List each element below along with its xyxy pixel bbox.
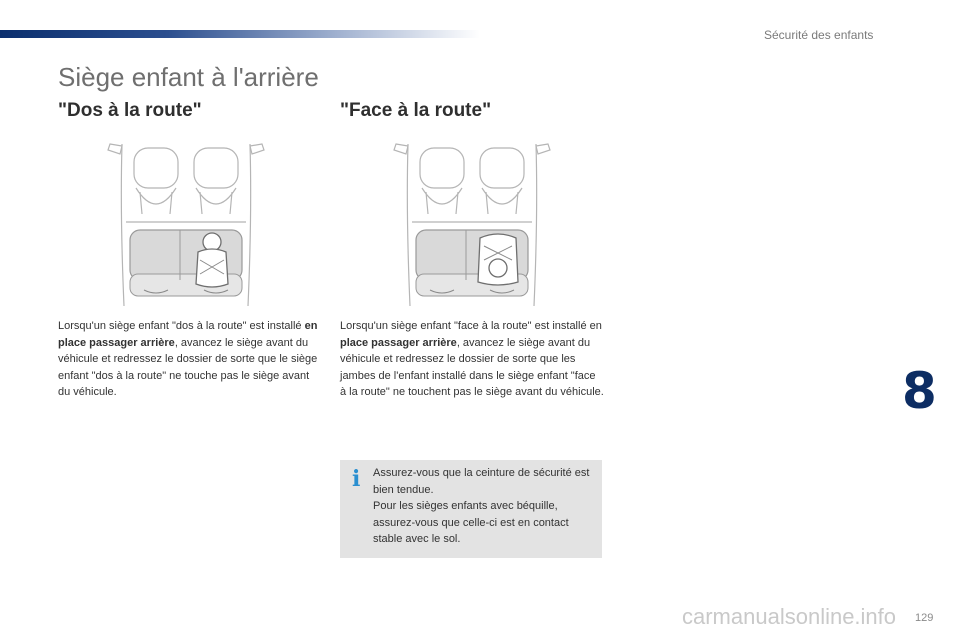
heading-forward-facing: "Face à la route"	[340, 100, 492, 121]
info-icon: i	[352, 466, 361, 492]
forward-facing-seat-illustration	[386, 134, 558, 310]
section-title: Sécurité des enfants	[764, 28, 874, 42]
info-box	[340, 460, 602, 558]
forward-facing-paragraph: Lorsqu'un siège enfant "face à la route" est installé en place passager arrière, avancez le siège avant du véhicule et redressez le dossier de sorte que les jambes de l'enfant installé dans le siège enfant "face à la route" ne touchent pas le siège avant du véhicule.	[340, 320, 604, 398]
watermark: carmanualsonline.info	[682, 604, 897, 629]
page-title: Siège enfant à l'arrière	[58, 62, 319, 92]
info-line-belt: Assurez-vous que la ceinture de sécurité est bien tendue.	[373, 467, 590, 496]
chapter-number: 8	[902, 362, 937, 420]
heading-rear-facing: "Dos à la route"	[58, 100, 202, 121]
info-text	[373, 465, 593, 548]
header-gradient-bar	[0, 30, 480, 38]
rear-facing-paragraph: Lorsqu'un siège enfant "dos à la route" est installé en place passager arrière, avancez le siège avant du véhicule et redressez le dossier de sorte que le siège enfant "dos à la route" ne touche pas le siège avant du véhicule.	[58, 320, 318, 398]
info-line-support-leg: Pour les sièges enfants avec béquille, assurez-vous que celle-ci est en contact stable avec le sol.	[373, 500, 569, 545]
rear-facing-seat-illustration	[100, 134, 272, 310]
page-number: 129	[915, 612, 934, 624]
